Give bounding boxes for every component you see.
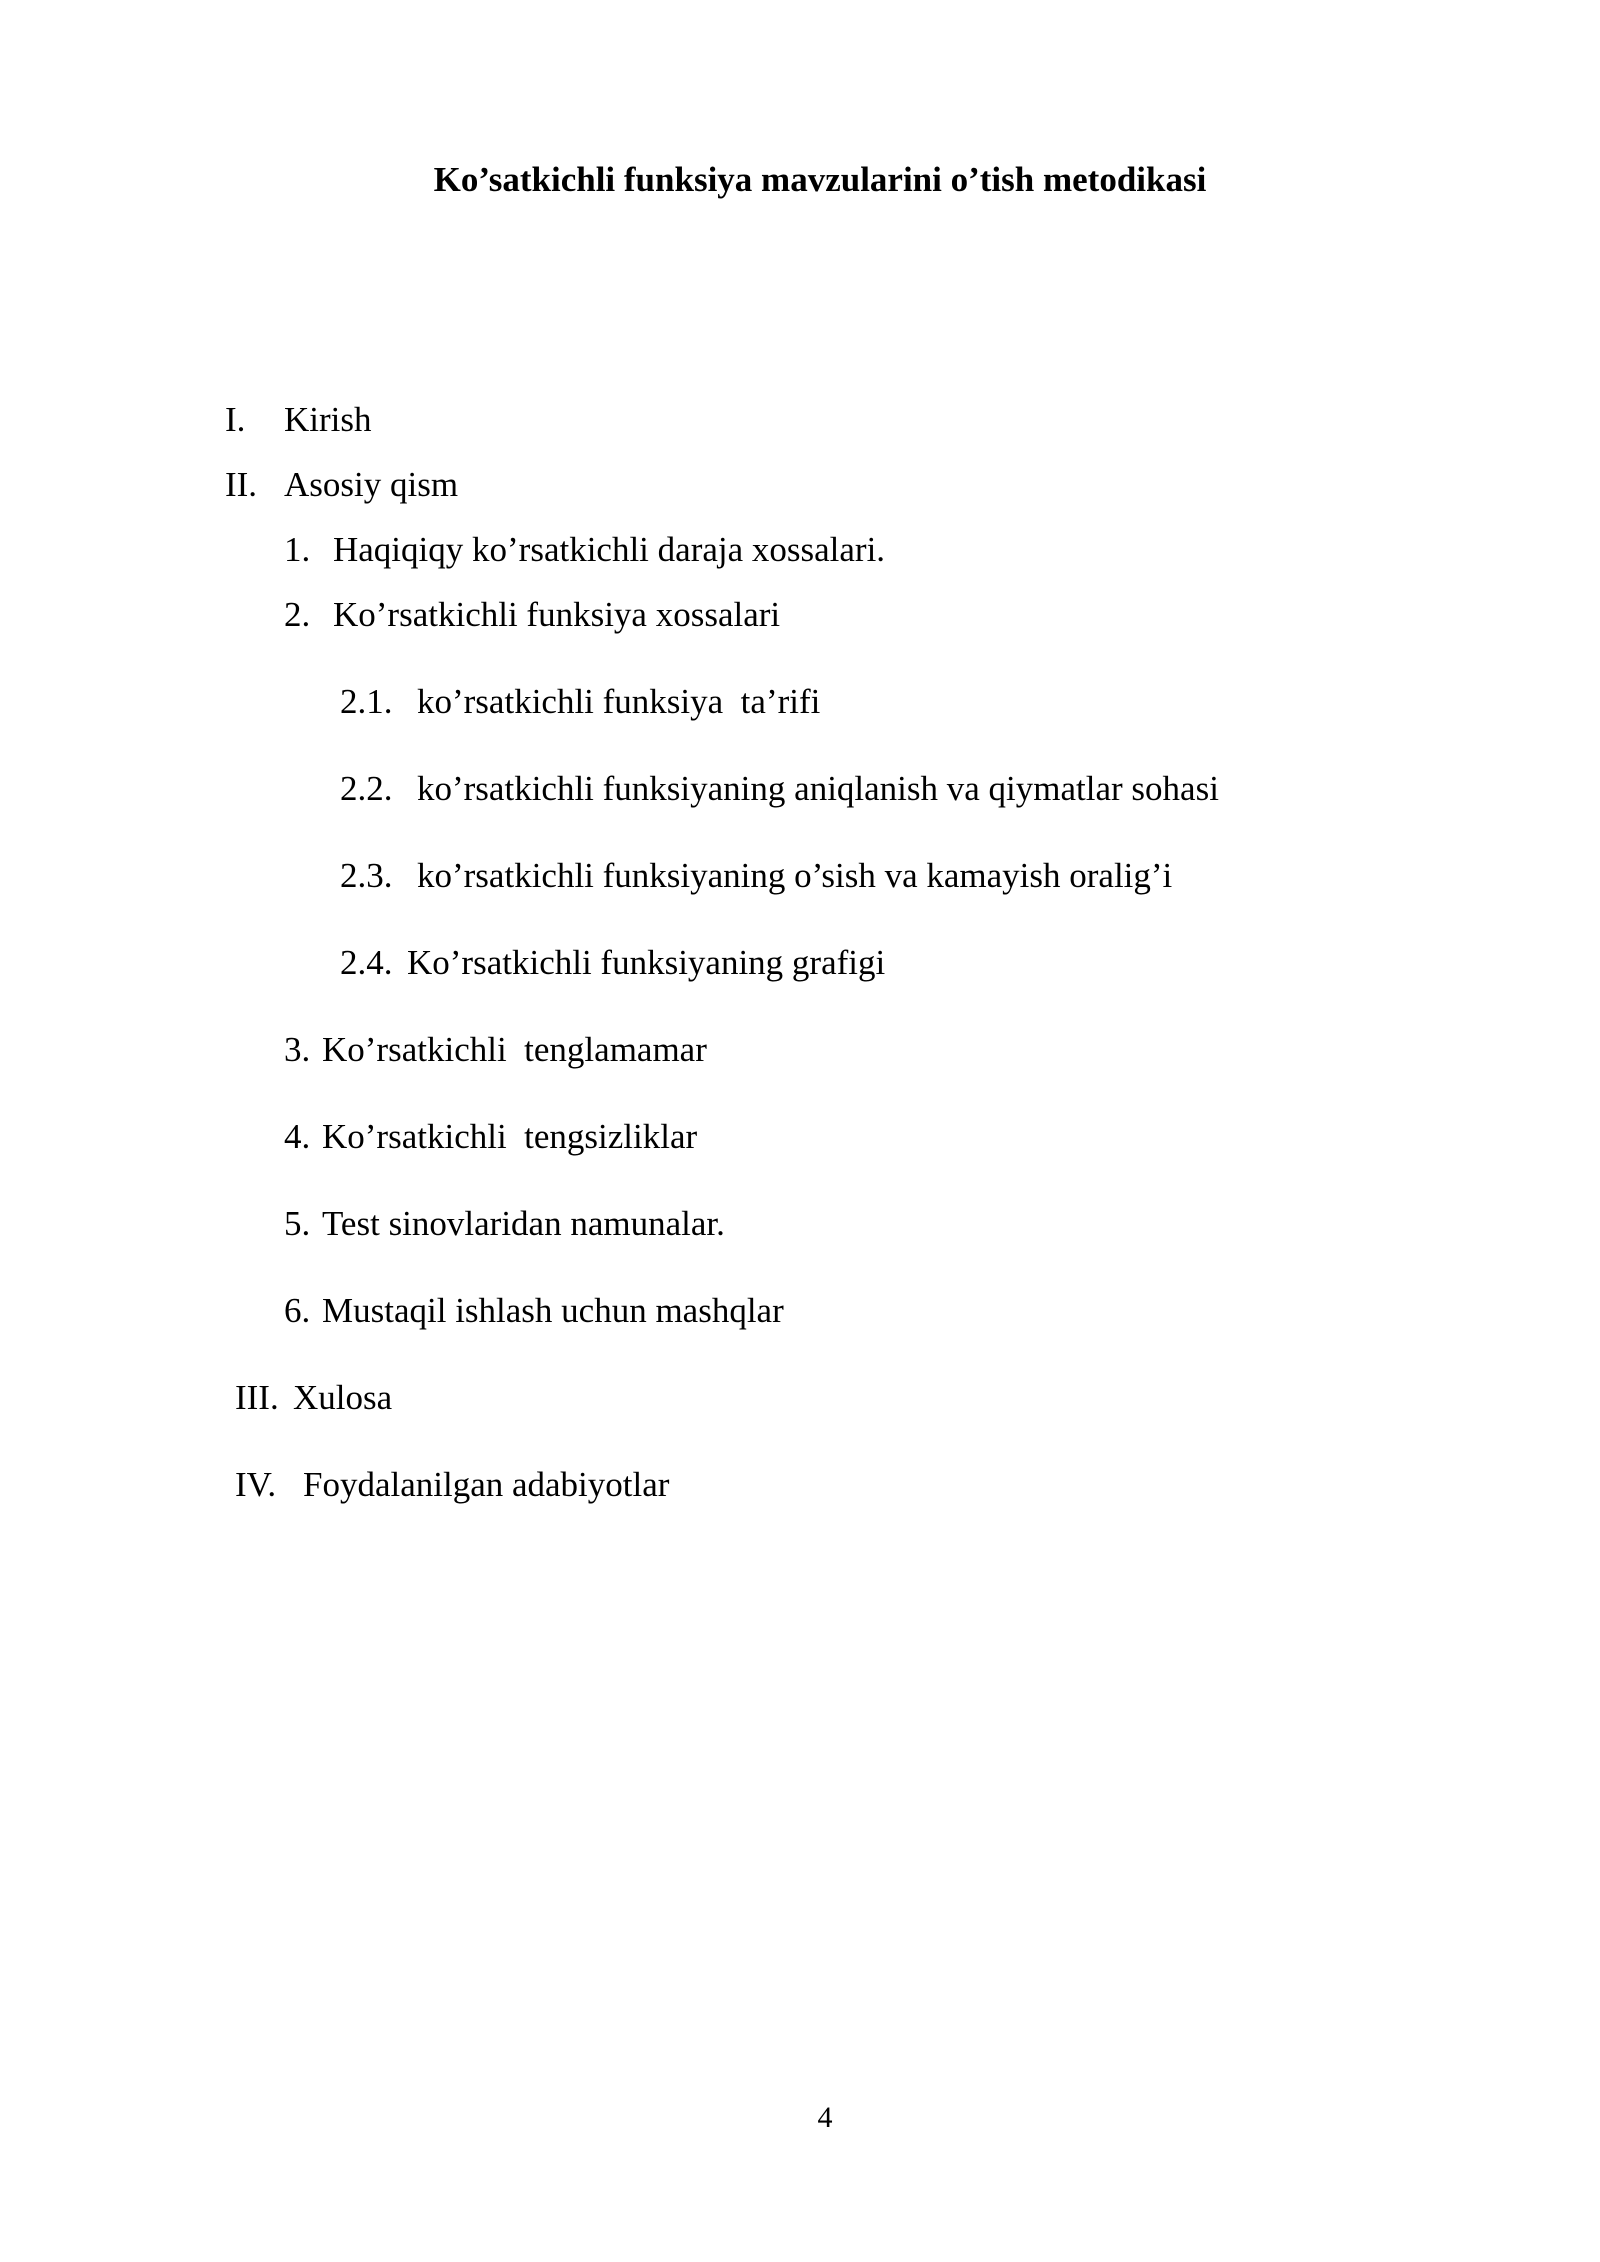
- toc-number: 2.4.: [340, 943, 393, 982]
- toc-number: 2.3.: [340, 856, 393, 895]
- toc-text: Foydalanilgan adabiyotlar: [303, 1465, 670, 1504]
- toc-text: ko’rsatkichli funksiyaning aniqlanish va qiymatlar sohasi: [417, 769, 1219, 808]
- toc-number: I.: [225, 400, 246, 439]
- toc-text: Mustaqil ishlash uchun mashqlar: [322, 1291, 784, 1330]
- toc-text: Test sinovlaridan namunalar.: [322, 1204, 725, 1243]
- toc-text: ko’rsatkichli funksiya ta’rifi: [417, 682, 821, 721]
- toc-text: Asosiy qism: [284, 465, 459, 504]
- toc-entry-adabiyotlar: [200, 1419, 669, 1551]
- toc-text: Ko’rsatkichli funksiya xossalari: [333, 595, 781, 634]
- toc-number: 4.: [284, 1117, 311, 1156]
- toc-text: Kirish: [284, 400, 372, 439]
- toc-number: III.: [235, 1378, 279, 1417]
- toc-text: Ko’rsatkichli tengsizliklar: [322, 1117, 698, 1156]
- toc-number: 3.: [284, 1030, 311, 1069]
- toc-number: 5.: [284, 1204, 311, 1243]
- toc-number: IV.: [235, 1465, 277, 1504]
- toc-text: Xulosa: [293, 1378, 393, 1417]
- toc-text: ko’rsatkichli funksiyaning o’sish va kamayish oralig’i: [417, 856, 1173, 895]
- toc-text: Haqiqiqy ko’rsatkichli daraja xossalari.: [333, 530, 886, 569]
- page-number: 4: [817, 2101, 833, 2134]
- toc-text: Ko’rsatkichli funksiyaning grafigi: [407, 943, 886, 982]
- toc-number: 1.: [284, 530, 311, 569]
- toc-text: Ko’rsatkichli tenglamamar: [322, 1030, 707, 1069]
- page-title: Ko’satkichli funksiya mavzularini o’tish metodikasi: [433, 160, 1207, 199]
- toc-number: II.: [225, 465, 258, 504]
- toc-number: 2.2.: [340, 769, 393, 808]
- toc-number: 2.: [284, 595, 311, 634]
- toc-number: 6.: [284, 1291, 311, 1330]
- toc-number: 2.1.: [340, 682, 393, 721]
